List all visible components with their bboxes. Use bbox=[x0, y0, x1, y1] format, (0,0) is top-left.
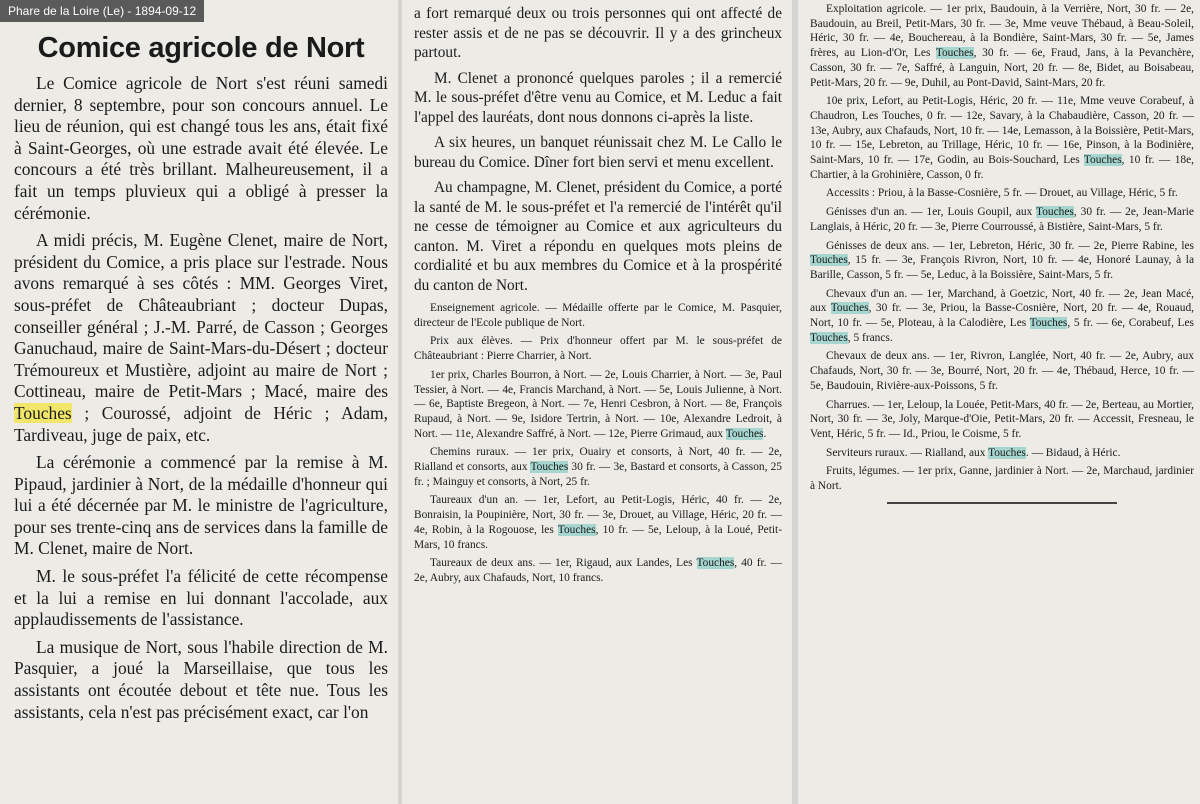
section-divider bbox=[887, 502, 1117, 504]
paragraph: M. le sous-préfet l'a félicité de cette récompense et la lui a remise en lui donnant l'accolade, aux applaudissements de l'assistance. bbox=[14, 566, 388, 630]
prize-entry: Prix aux élèves. — Prix d'honneur offert par M. le sous-préfet de Châteaubriant : Pierre Charrier, à Nort. bbox=[414, 335, 782, 363]
paragraph: A six heures, un banquet réunissait chez M. Le Callo le bureau du Comice. Dîner fort bien servi et menu excellent. bbox=[414, 134, 782, 171]
text: 30 fr. — 3e, Bastard et consorts, à Casson, 25 fr. ; Mainguy et consorts, à Nort, 25 fr. bbox=[414, 461, 782, 488]
highlight-touches: Touches bbox=[696, 557, 735, 570]
text: 10e prix, Lefort, au Petit-Logis, Héric, 20 fr. — 11e, Mme veuve Corabeuf, à Chaudron, Les Touches, 0 fr. — 12e, Savary, à la Chabaudière, Casson, 20 fr. — 13e, Aubry, aux Chafauds, Nort, 10 fr. — 14e, Lemasson, à la Boissière, Petit-Mars, 10 fr. — 15e, Lebreton, au Trillage, Héric, 10 fr. — 16e, Pinson, à la Bodinière, Saint-Mars, 10 fr. — 17e, Godin, au Bois-Souchard, Les bbox=[810, 95, 1194, 167]
text: 1er prix, Charles Bourron, à Nort. — 2e, Louis Charrier, à Nort. — 3e, Paul Tessier, à Nort. — 4e, Francis Marchand, à Nort. — 5e, Louis Julienne, à Nort. — 6e, Baptiste Bregeon, à Nort. — 7e, Henri Cesbron, à Nort. — 8e, François Rupaud, à Nort. — 9e, Isidore Tertrin, à Nort. — 10e, Alexandre Ledroit, à Nort. — 11e, Alexandre Saffré, à Nort. — 12e, Pierre Grimaud, aux bbox=[414, 368, 782, 440]
highlight-touches: Touches bbox=[988, 446, 1026, 459]
paragraph: M. Clenet a prononcé quelques paroles ; il a remercié M. le sous-préfet d'être venu au Comice, et M. Leduc a fait l'appel des lauréats, dont nous donnons ci-après la liste. bbox=[414, 69, 782, 126]
prize-entry bbox=[810, 287, 1194, 346]
text: , 10 fr. — 18e, Chartier, à la Grohinière, Casson, 0 fr. bbox=[810, 154, 1195, 181]
article-column-3 bbox=[798, 0, 1200, 804]
highlight-touches: Touches bbox=[530, 461, 569, 474]
paragraph: La musique de Nort, sous l'habile direction de M. Pasquier, a joué la Marseillaise, que tous les assistants ont écoutée debout et tête nue. Tous les assistants, cela n'est pas précisément exact, car l'on bbox=[14, 636, 388, 722]
text: Serviteurs ruraux. — Rialland, aux bbox=[826, 446, 989, 459]
text: . — Bidaud, à Héric. bbox=[1025, 446, 1121, 459]
text: Chemins ruraux. — 1er prix, Ouairy et consorts, à Nort, 40 fr. — 2e, Rialland et consorts, aux bbox=[414, 446, 782, 474]
prize-entry: Fruits, légumes. — 1er prix, Ganne, jardinier à Nort. — 2e, Marchaud, jardinier à Nort. bbox=[810, 465, 1194, 493]
text: , 10 fr. — 5e, Leloup, à la Loué, Petit-Mars, 10 francs. bbox=[414, 523, 782, 551]
paragraph: a fort remarqué deux ou trois personnes qui ont affecté de rester assis et de ne pas se découvrir. Il y a des grincheux partout. bbox=[414, 5, 782, 61]
paragraph bbox=[14, 230, 388, 446]
prize-entry: Charrues. — 1er, Leloup, la Louée, Petit-Mars, 40 fr. — 2e, Berteau, au Mortier, Nort, 30 fr. — 3e, Joly, Marque-d'Oie, Petit-Mars, 20 fr. — Accessit, Fresneau, le Vent, Héric, 5 fr. — Id., Priou, le Coisme, 5 fr. bbox=[810, 398, 1194, 440]
text: ; Courossé, adjoint de Héric ; Adam, Tardiveau, juge de paix, etc. bbox=[14, 402, 388, 445]
text: . bbox=[763, 427, 767, 440]
text: Chevaux d'un an. — 1er, Marchand, à Goetzic, Nort, 40 fr. — 2e, Jean Macé, aux bbox=[810, 287, 1194, 315]
highlight-touches: Touches bbox=[830, 302, 869, 315]
text: , 30 fr. — 2e, Jean-Marie Langlais, à Héric, 20 fr. — 3e, Pierre Courroussé, à Bistière, Saint-Mars, 5 fr. bbox=[810, 206, 1194, 233]
highlight-touches: Touches bbox=[14, 402, 72, 423]
paragraph: La cérémonie a commencé par la remise à M. Pipaud, jardinier à Nort, de la médaille d'honneur qui lui a été décernée par M. le ministre de l'agriculture, pour ses trente-cinq ans de services dans la famille de M. Clenet, maire de Nort. bbox=[14, 452, 388, 559]
text: Exploitation agricole. — 1er prix, Baudouin, à la Verrière, Nort, 30 fr. — 2e, Baudouin, au Breil, Petit-Mars, 30 fr. — 3e, Mme veuve Thébaud, à Beau-Soleil, Héric, 30 fr. — 4e, Bouchereau, à la Bondière, Saint-Mars, 30 fr. — 5e, James frères, au Lion-d'Or, Les bbox=[810, 3, 1194, 60]
article-title: Comice agricole de Nort bbox=[37, 32, 365, 64]
prize-entry: Accessits : Priou, à la Basse-Cosnière, 5 fr. — Drouet, au Village, Héric, 5 fr. bbox=[826, 187, 1178, 200]
highlight-touches: Touches bbox=[1029, 317, 1068, 330]
highlight-touches: Touches bbox=[557, 523, 596, 536]
highlight-touches: Touches bbox=[810, 254, 848, 267]
highlight-touches: Touches bbox=[1083, 154, 1122, 167]
article-column-2 bbox=[402, 0, 792, 804]
prize-entry bbox=[810, 239, 1194, 283]
prize-entry bbox=[810, 446, 1194, 461]
text: Taureaux de deux ans. — 1er, Rigaud, aux Landes, Les bbox=[430, 557, 697, 570]
prize-entry bbox=[414, 445, 782, 489]
text: Taureaux d'un an. — 1er, Lefort, au Petit-Logis, Héric, 40 fr. — 2e, Bonraisin, la Poupinière, Nort, 30 fr. — 3e, Drouet, au Village, Héric, 20 fr. — 4e, Robin, à la Rogouose, les bbox=[414, 494, 782, 536]
prize-entry: Enseignement agricole. — Médaille offerte par le Comice, M. Pasquier, directeur de l'Ecole publique de Nort. bbox=[414, 302, 782, 329]
paragraph: Au champagne, M. Clenet, président du Comice, a porté la santé de M. le sous-préfet et l'a remercié de l'intérêt qu'il ne cesse de témoigner au Comice et aux agriculteurs du canton. M. Viret a répondu en quelques mots pleins de cordialité et bu aux membres du Comice et à la prospérité du canton de Nort. bbox=[414, 179, 782, 294]
prize-entry bbox=[810, 94, 1194, 182]
prize-entry bbox=[810, 205, 1194, 234]
highlight-touches: Touches bbox=[935, 47, 974, 60]
text: , 30 fr. — 6e, Fraud, Jans, à la Pevanchère, Casson, 30 fr. — 7e, Saffré, à Languin, Nort, 20 fr. — 8e, Bidet, au Boisabeau, Petit-Mars, 20 fr. — 9e, Duhil, au Pont-David, Saint-Mars, 20 fr. bbox=[810, 47, 1194, 89]
text: Génisses d'un an. — 1er, Louis Goupil, aux bbox=[826, 206, 1037, 219]
text: , 30 fr. — 3e, Priou, la Basse-Cosnière, Nort, 20 fr. — 4e, Rouaud, Nort, 10 fr. — 5e, Ploteau, à la Calodière, Les bbox=[810, 302, 1194, 330]
text: Génisses de deux ans. — 1er, Lebreton, Héric, 30 fr. — 2e, Pierre Rabine, les bbox=[826, 239, 1194, 252]
text: , 15 fr. — 3e, François Rivron, Nort, 10 fr. — 4e, Honoré Launay, à la Barille, Casson, 5 fr. — 5e, Leduc, à la Boissière, Saint-Mars, 5 fr. bbox=[810, 254, 1194, 281]
article-column-1 bbox=[0, 0, 398, 804]
prize-entry bbox=[414, 368, 782, 442]
prize-entry bbox=[414, 556, 782, 585]
highlight-touches: Touches bbox=[1036, 206, 1074, 219]
prize-entry: Chevaux de deux ans. — 1er, Rivron, Langlée, Nort, 40 fr. — 2e, Aubry, aux Chafauds, Nort, 30 fr. — 3e, Bourré, Nort, 20 fr. — 4e, Thébaud, Herce, 10 fr. — 5e, Baudouin, Rivière-aux-Poissons, 5 fr. bbox=[810, 350, 1194, 392]
prize-entry bbox=[414, 493, 782, 552]
text: , 5 fr. — 6e, Corabeuf, Les bbox=[1067, 317, 1194, 330]
text: , 5 francs. bbox=[847, 331, 893, 344]
text: A midi précis, M. Eugène Clenet, maire de Nort, président du Comice, a pris place sur l'estrade. Nous avons remarqué à ses côtés : MM. Georges Viret, sous-préfet de Châteaubriant ; docteur Dupas, conseiller général ; J.-M. Parré, de Casson ; Georges Ganuchaud, maire de Saint-Mars-du-Désert ; docteur Trémoureux et Mustière, adjoint au maire de Nort ; Cottineau, maire de Petit-Mars ; Macé, maire des bbox=[14, 230, 388, 402]
prize-entry bbox=[810, 2, 1194, 90]
paragraph: Le Comice agricole de Nort s'est réuni samedi dernier, 8 septembre, pour son concours annuel. Le lieu de réunion, qui est changé tous les ans, était fixé à Saint-Georges, où une estrade avait été élevée. Le concours a été très brillant. Malheureusement, il a fait un temps pluvieux qui a obligé à presser la cérémonie. bbox=[14, 73, 388, 223]
source-label: Phare de la Loire (Le) - 1894-09-12 bbox=[0, 0, 204, 22]
highlight-touches: Touches bbox=[810, 331, 848, 344]
highlight-touches: Touches bbox=[725, 427, 764, 440]
text: , 40 fr. — 2e, Aubry, aux Chafauds, Nort, 10 francs. bbox=[414, 557, 782, 584]
